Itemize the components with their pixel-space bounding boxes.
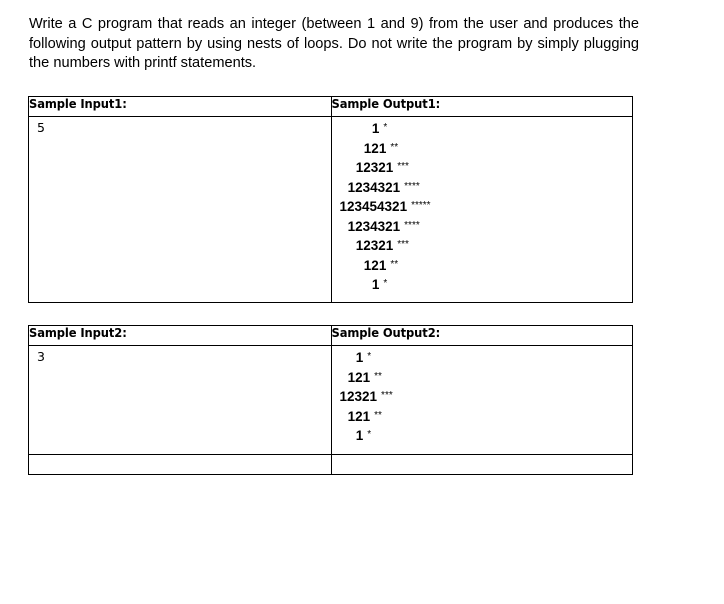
output-line	[332, 255, 633, 275]
sample-output-cell	[331, 117, 633, 303]
output-line	[332, 177, 633, 197]
sample-input-header: Sample Input2:	[29, 326, 332, 346]
output-stars: ****	[404, 219, 420, 231]
output-number: 1	[355, 350, 364, 365]
output-stars: *****	[411, 200, 431, 211]
output-stars: *	[383, 278, 388, 289]
output-number: 121	[347, 408, 371, 424]
output-number: 1234321	[347, 179, 401, 195]
output-stars: *	[367, 351, 372, 362]
sample-table-1	[28, 96, 633, 303]
empty-cell	[331, 455, 633, 475]
output-number: 121	[363, 257, 387, 273]
output-line	[332, 196, 633, 216]
output-number: 121	[347, 369, 371, 385]
output-number: 1	[355, 428, 364, 443]
output-number: 12321	[355, 160, 394, 175]
output-pattern	[332, 117, 633, 294]
sample-output-cell	[331, 346, 633, 455]
output-line	[332, 118, 633, 138]
output-line	[332, 138, 633, 158]
output-line	[332, 406, 633, 426]
output-stars: **	[390, 141, 399, 153]
output-line	[332, 216, 633, 236]
sample-input-cell	[29, 117, 332, 303]
output-number: 1	[371, 277, 380, 292]
output-number: 12321	[339, 389, 378, 404]
output-number: 1	[371, 121, 380, 136]
output-stars: *	[367, 429, 372, 440]
output-line	[332, 157, 633, 177]
sample-input-value: 5	[37, 120, 45, 135]
sample-output-header: Sample Output2:	[331, 326, 633, 346]
output-number: 12321	[355, 238, 394, 253]
empty-cell	[29, 455, 332, 475]
output-line	[332, 274, 633, 294]
sample-input-value: 3	[37, 349, 45, 364]
output-line	[332, 235, 633, 255]
output-stars: ***	[397, 161, 409, 172]
output-stars: **	[390, 258, 399, 270]
output-number: 123454321	[339, 199, 408, 214]
sample-output-header: Sample Output1:	[331, 97, 633, 117]
output-pattern	[332, 346, 633, 445]
output-stars: **	[374, 409, 382, 421]
output-stars: ***	[397, 239, 409, 250]
problem-statement: Write a C program that reads an integer (between 1 and 9) from the user and produces the following output pattern by using nests of loops. Do not write the program by simply plugging the numbers with printf statements.	[29, 16, 639, 71]
sample-input-cell	[29, 346, 332, 455]
output-number: 1234321	[347, 218, 401, 234]
output-stars: **	[374, 370, 382, 382]
output-line	[332, 425, 633, 445]
output-line	[332, 347, 633, 367]
output-stars: ****	[404, 180, 420, 192]
output-number: 121	[363, 140, 387, 156]
sample-table-2	[28, 325, 633, 475]
output-stars: ***	[381, 390, 393, 401]
output-line	[332, 367, 633, 387]
sample-input-header: Sample Input1:	[29, 97, 332, 117]
output-line	[332, 386, 633, 406]
output-stars: *	[383, 122, 388, 133]
